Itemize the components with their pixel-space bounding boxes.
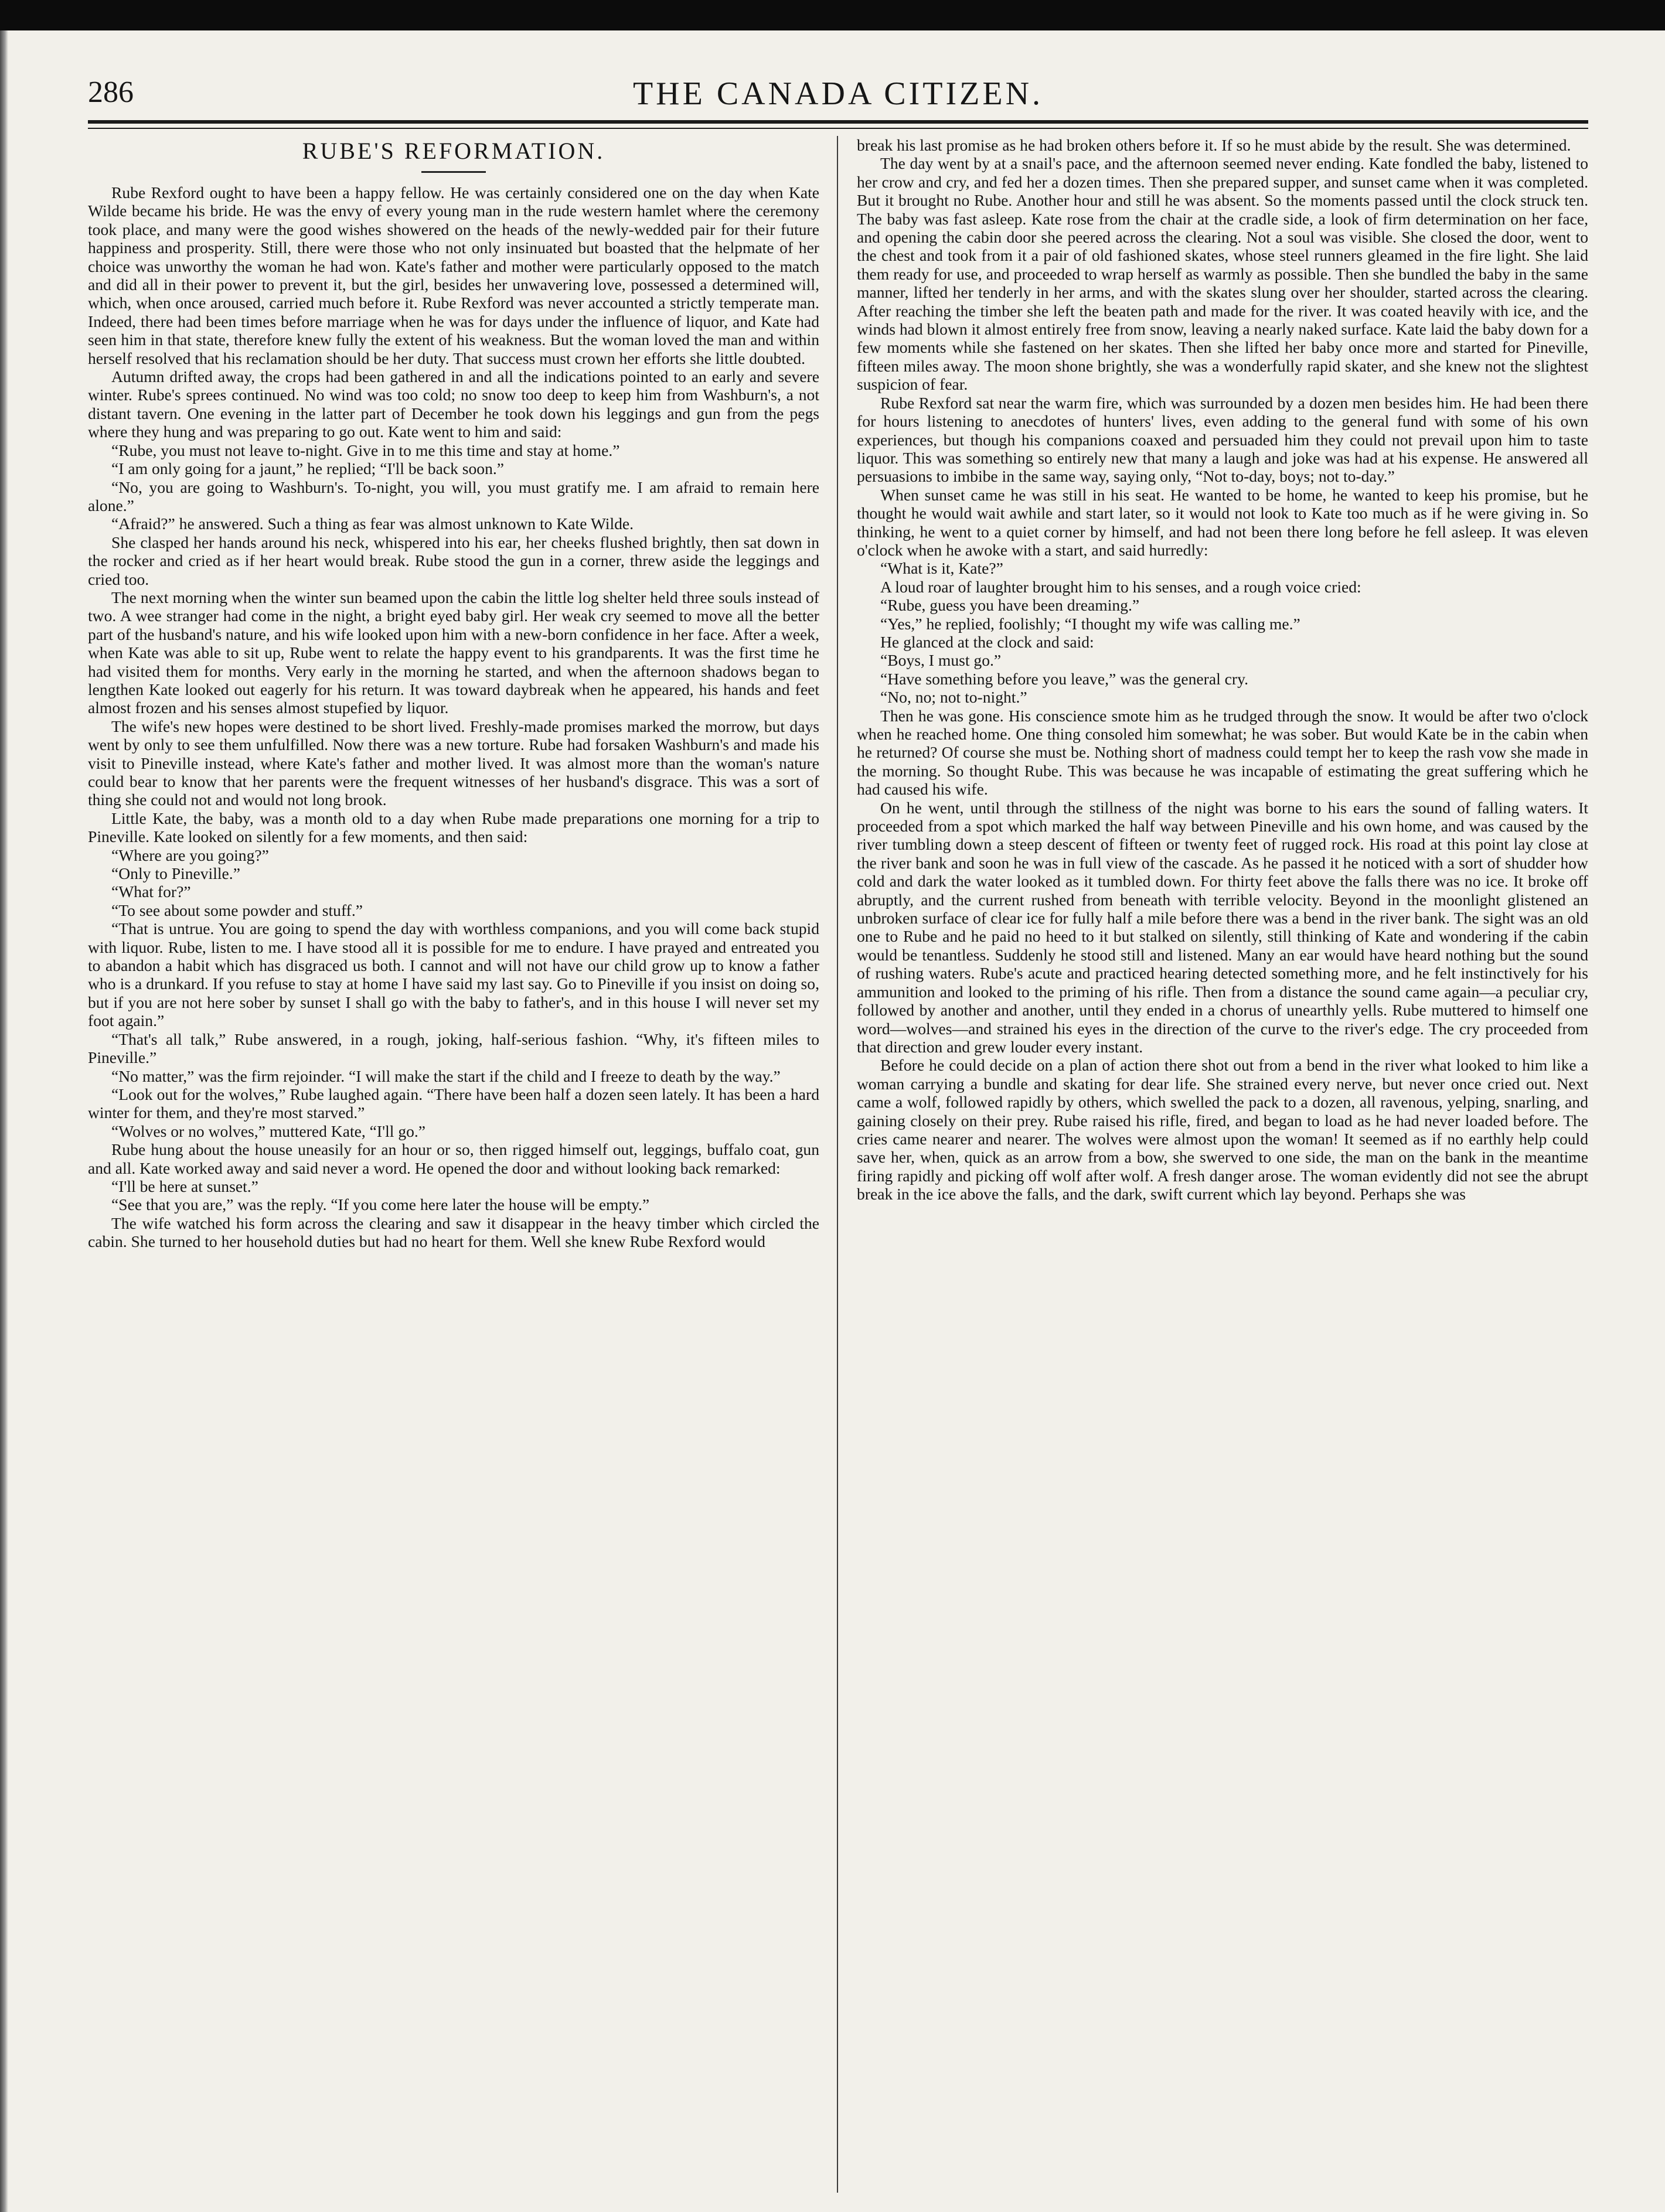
masthead-rule-thin: [88, 128, 1588, 129]
article-paragraph: Then he was gone. His conscience smote him as he trudged through the snow. It would be after two o'clock when he reached home. One thing consoled him somewhat; he was sober. But would Kate be in the cabin when he returned? Of course she must be. Nothing short of madness could tempt her to keep the rash vow she made in the morning. So thought Rube. This was because he was incapable of estimating the great suffering which he had caused his wife.: [857, 706, 1588, 799]
article-paragraph: Autumn drifted away, the crops had been gathered in and all the indications pointed to an early and severe winter. Rube's sprees continued. No wind was too cold; no snow too deep to keep him from Washburn's, a not distant tavern. One evening in the latter part of December he took down his leggings and gun from the pegs where they hung and was preparing to go out. Kate went to him and said:: [88, 367, 819, 441]
article-paragraph: “What for?”: [111, 882, 191, 901]
article-paragraph: Rube hung about the house uneasily for an hour or so, then rigged himself out, leggings, buffalo coat, gun and all. Kate worked away and said never a word. He opened the door and without looking back remarked:: [88, 1140, 819, 1177]
publication-title: THE CANADA CITIZEN.: [632, 76, 1044, 112]
article-paragraph: “Wolves or no wolves,” muttered Kate, “I'll go.”: [111, 1122, 426, 1140]
article-paragraph: “Rube, you must not leave to-night. Give in to me this time and stay at home.”: [111, 441, 620, 459]
article-paragraph: “Only to Pineville.”: [111, 864, 240, 883]
article-paragraph: “What is it, Kate?”: [880, 559, 1003, 578]
article-paragraph: “Boys, I must go.”: [880, 651, 1002, 670]
article-paragraph: He glanced at the clock and said:: [880, 632, 1094, 651]
article-paragraph: Rube Rexford sat near the warm fire, which was surrounded by a dozen men besides him. He had been there for hours listening to anecdotes of hunters' lives, even adding to the general fund with some of his own experiences, but though his companions coaxed and persuaded him they could not prevail upon him to taste liquor. This was something so entirely new that many a laugh and joke was had at his expense. He answered all persuasions to imbibe in the same way, saying only, “Not to-day, boys; not to-day.”: [857, 393, 1588, 486]
article-paragraph: “See that you are,” was the reply. “If you come here later the house will be empty.”: [111, 1195, 650, 1214]
article-paragraph: The next morning when the winter sun beamed upon the cabin the little log shelter held three souls instead of two. A wee stranger had come in the night, a bright eyed baby girl. Her weak cry seemed to move all the better part of the husband's nature, and his wife looked upon him with a new-born confidence in her face. After a week, when Kate was able to sit up, Rube went to relate the happy event to his grandparents. It was the first time he had visited them for months. Very early in the morning he started, and when the afternoon shadows began to lengthen Kate looked out eagerly for his return. It was toward daybreak when he appeared, his hands and feet almost frozen and his senses almost stupefied by liquor.: [88, 588, 819, 717]
masthead: [88, 75, 1588, 116]
article-paragraph: “Have something before you leave,” was the general cry.: [880, 669, 1248, 688]
article-paragraph: “No matter,” was the firm rejoinder. “I will make the start if the child and I freeze to death by the way.”: [111, 1066, 781, 1085]
article-paragraph: “Afraid?” he answered. Such a thing as fear was almost unknown to Kate Wilde.: [111, 514, 634, 533]
article-paragraph: “No, you are going to Washburn's. To-night, you will, you must gratify me. I am afraid to remain here alone.”: [88, 478, 819, 514]
article-paragraph: “Yes,” he replied, foolishly; “I thought my wife was calling me.”: [880, 614, 1300, 633]
article-paragraph: “To see about some powder and stuff.”: [111, 901, 363, 919]
article-paragraph: She clasped her hands around his neck, whispered into his ear, her cheeks flushed brightly, then sat down in the rocker and cried as if her heart would break. Rube stood the gun in a corner, threw aside the leggings and cried too.: [88, 533, 819, 588]
article-paragraph: “I'll be here at sunset.”: [111, 1177, 258, 1195]
article-paragraph: “That is untrue. You are going to spend the day with worthless companions, and you will come back stupid with liquor. Rube, listen to me. I have stood all it is possible for me to endure. I have prayed and entreated you to abandon a habit which has disgraced us both. I cannot and will not have our child grow up to know a father who is a drunkard. If you refuse to stay at home I have said my last say. Go to Pineville if you insist on doing so, but if you are not here sober by sunset I shall go with the baby to father's, and in this house I will never set my foot again.”: [88, 919, 819, 1030]
article-paragraph: “I am only going for a jaunt,” he replied; “I'll be back soon.”: [111, 459, 505, 478]
article-paragraph: “No, no; not to-night.”: [880, 688, 1027, 707]
article-paragraph: The wife's new hopes were destined to be short lived. Freshly-made promises marked the morrow, but days went by only to see them unfulfilled. Now there was a new torture. Rube had forsaken Washburn's and made his visit to Pineville instead, where Kate's father and mother lived. It was almost more than the woman's nature could bear to know that her parents were the frequent witnesses of her husband's disgrace. This was a sort of thing she could not and would not long brook.: [88, 717, 819, 809]
article-paragraph: “Look out for the wolves,” Rube laughed again. “There have been half a dozen seen lately. It has been a hard winter for them, and they're most starved.”: [88, 1085, 819, 1122]
article-paragraph: “Rube, guess you have been dreaming.”: [880, 596, 1140, 615]
article-paragraph: On he went, until through the stillness of the night was borne to his ears the sound of falling waters. It proceeded from a spot which marked the half way between Pineville and his own home, and was caused by the river tumbling down a steep descent of fifteen or twenty feet of rugged rock. His road at this point lay close at the river bank and soon he was in full view of the cascade. As he passed it he noticed with a sort of shudder how cold and dark the water looked as it tumbled down. For thirty feet above the falls there was no ice. It broke off abruptly, and the current rushed from beneath with terrible velocity. Beyond in the moonlight glistened an unbroken surface of clear ice for fully half a mile before there was a bend in the river bank. The sight was an old one to Rube and he paid no heed to it but stalked on silently, still thinking of Kate and wondering if the cabin would be tenantless. Suddenly he stood still and listened. Many an ear would have heard nothing but the sound of rushing waters. Rube's acute and practiced hearing detected something more, and he felt instinctively for his ammunition and looked to the priming of his rifle. Then from a distance the sound came again—a peculiar cry, followed by another and another, until they ended in a chorus of unearthly yells. Rube muttered to himself one word—wolves—and strained his eyes in the direction of the curve to the river's edge. The cry proceeded from that direction and grew louder every instant.: [857, 798, 1588, 1056]
page-binding-edge: [0, 30, 8, 2212]
article-paragraph: Rube Rexford ought to have been a happy fellow. He was certainly considered one on the day when Kate Wilde became his bride. He was the envy of every young man in the rude western hamlet where the ceremony took place, and many were the good wishes showered on the heads of the newly-wedded pair for their future happiness and prosperity. Still, there were those who not only insinuated but boasted that the helpmate of her choice was unworthy the woman he had won. Kate's father and mother were particularly opposed to the match and did all in their power to prevent it, but the girl, besides her unwavering love, possessed a determined will, which, when once aroused, carried much before it. Rube Rexford was never accounted a strictly temperate man. Indeed, there had been times before marriage when he was for days under the influence of liquor, and Kate had seen him in that state, therefore knew fully the extent of his weakness. But the woman loved the man and within herself resolved that his reclamation should be her duty. That success must crown her efforts she little doubted.: [88, 183, 819, 367]
top-border-bar: [0, 0, 1665, 30]
article-paragraph: “Where are you going?”: [111, 846, 269, 864]
article-paragraph: Little Kate, the baby, was a month old to a day when Rube made preparations one morning for a trip to Pineville. Kate looked on silently for a few moments, and then said:: [88, 809, 819, 846]
masthead-rule-thick: [88, 120, 1588, 124]
article-paragraph: The wife watched his form across the clearing and saw it disappear in the heavy timber which circled the cabin. She turned to her household duties but had no heart for them. Well she knew Rube Rexford would: [88, 1214, 819, 1251]
article-column-right: [857, 136, 1588, 2193]
column-divider: [837, 136, 838, 2193]
page-number: 286: [88, 76, 134, 109]
article-paragraph: The day went by at a snail's pace, and the afternoon seemed never ending. Kate fondled the baby, listened to her crow and cry, and fed her a dozen times. Then she prepared supper, and sunset came when it was completed. But it brought no Rube. Another hour and still he was absent. So the moments passed until the clock struck ten. The baby was fast asleep. Kate rose from the chair at the cradle side, a look of firm determination on her face, and opening the cabin door she peered across the clearing. Not a soul was visible. She closed the door, went to the chest and took from it a pair of old fashioned skates, whose steel runners gleamed in the fire light. She laid them ready for use, and proceeded to wrap herself as warmly as possible. Then she bundled the baby in the same manner, lifted her tenderly in her arms, and with the skates slung over her shoulder, started across the clearing. After reaching the timber she left the beaten path and made for the river. It was coated heavily with ice, and the winds had blown it almost entirely free from snow, leaving a nearly naked surface. Kate laid the baby down for a few moments while she fastened on her skates. Then she lifted her baby once more and started for Pineville, fifteen miles away. The moon shone brightly, she was a wonderfully rapid skater, and she knew not the slightest suspicion of fear.: [857, 154, 1588, 394]
article-paragraph: “That's all talk,” Rube answered, in a rough, joking, half-serious fashion. “Why, it's fifteen miles to Pineville.”: [88, 1030, 819, 1067]
article-column-left: [88, 136, 819, 2193]
article-paragraph: A loud roar of laughter brought him to his senses, and a rough voice cried:: [880, 577, 1361, 596]
article-paragraph: When sunset came he was still in his seat. He wanted to be home, he wanted to keep his promise, but he thought he would wait awhile and start later, so it would not look to Kate too much as if he were giving in. So thinking, he went to a quiet corner by himself, and had not been there long before he fell asleep. It was eleven o'clock when he awoke with a start, and said hurredly:: [857, 485, 1588, 559]
article-paragraph: break his last promise as he had broken others before it. If so he must abide by the result. She was determined.: [857, 136, 1571, 154]
title-rule: [421, 171, 486, 173]
article-title: RUBE'S REFORMATION.: [302, 138, 605, 164]
article-paragraph: Before he could decide on a plan of action there shot out from a bend in the river what looked to him like a woman carrying a bundle and skating for dear life. She strained every nerve, but never once cried out. Next came a wolf, followed rapidly by others, which swelled the pack to a dozen, all ravenous, yelping, snarling, and gaining closely on their prey. Rube raised his rifle, fired, and began to load as he had never loaded before. The cries came nearer and nearer. The wolves were almost upon the woman! It seemed as if no earthly help could save her, when, quick as an arrow from a bow, she swerved to one side, the man on the bank in the meantime firing rapidly and picking off wolf after wolf. A fresh danger arose. The woman evidently did not see the abrupt break in the ice above the falls, and the dark, swift current which lay beyond. Perhaps she was: [857, 1056, 1588, 1204]
